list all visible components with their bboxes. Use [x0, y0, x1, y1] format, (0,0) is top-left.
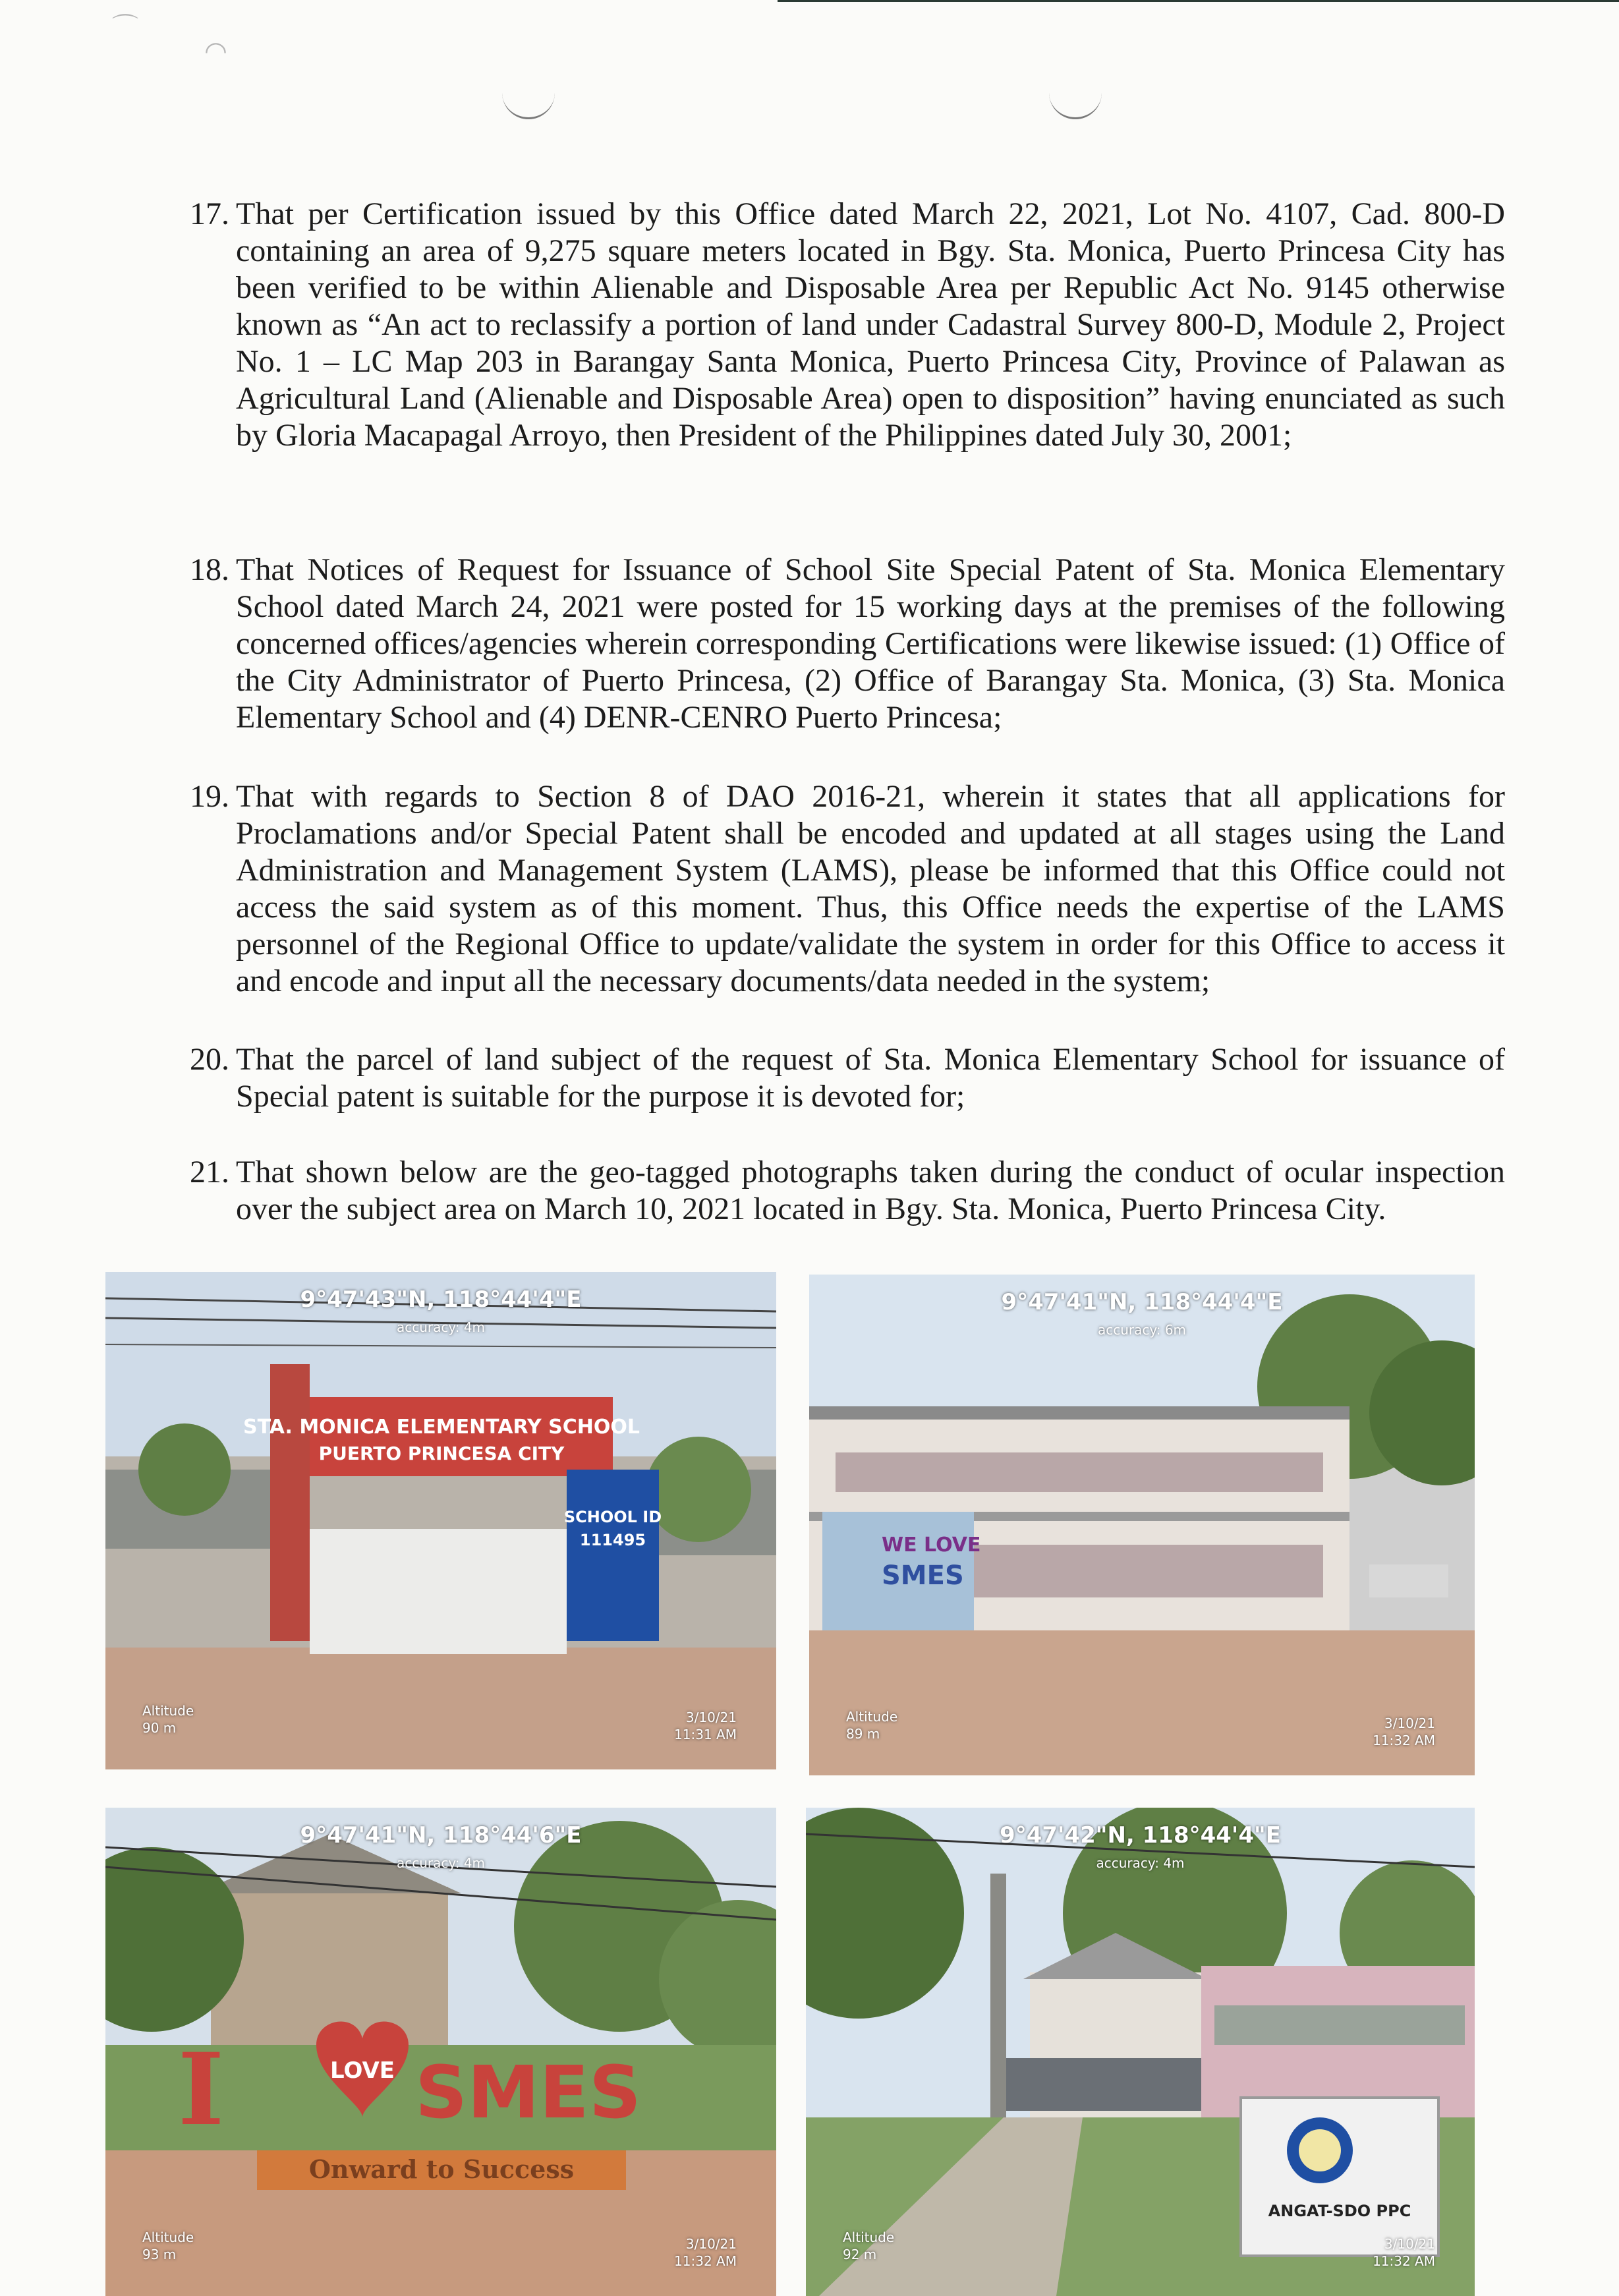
- gps-coordinates: 9°47'41"N, 118°44'6"E: [300, 1822, 582, 1849]
- photo-school-building-illustration: [809, 1275, 1475, 1775]
- paragraph-18: [173, 552, 1505, 736]
- punch-hole-mark: [502, 86, 555, 119]
- gps-coordinates: 9°47'43"N, 118°44'4"E: [300, 1286, 582, 1313]
- photo-date: 3/10/21: [1384, 2236, 1435, 2252]
- paragraph-text: That shown below are the geo-tagged photographs taken during the conduct of ocular inspection over the subject area on March 10, 2021 located in Bgy. Sta. Monica, Puerto Princesa City.: [236, 1155, 1505, 1226]
- altitude-readout: [843, 2229, 894, 2263]
- photo-school-gate-illustration: [105, 1272, 776, 1769]
- altitude-value: 89 m: [846, 1726, 880, 1742]
- school-sign-line2: PUERTO PRINCESA CITY: [318, 1443, 565, 1464]
- photo-date: 3/10/21: [685, 2236, 737, 2252]
- top-border-line: [778, 0, 1619, 2]
- timestamp: [1373, 2235, 1435, 2270]
- altitude-value: 90 m: [142, 1720, 177, 1736]
- paragraph-number: 19.: [190, 779, 229, 814]
- photo-time: 11:32 AM: [1373, 2253, 1435, 2269]
- paragraph-number: 18.: [190, 552, 229, 587]
- onward-to-success-text: Onward to Success: [308, 2154, 575, 2184]
- heart-love-text: LOVE: [330, 2057, 395, 2084]
- timestamp: [674, 2235, 737, 2270]
- altitude-label: Altitude: [846, 1709, 898, 1725]
- gps-accuracy: accuracy: 4m: [1096, 1855, 1185, 1871]
- gps-accuracy: accuracy: 4m: [396, 1319, 486, 1335]
- geotagged-photo-i-love-smes-sign: [105, 1808, 776, 2296]
- paragraph-number: 17.: [190, 196, 229, 231]
- gps-coordinates: 9°47'42"N, 118°44'4"E: [1000, 1822, 1281, 1849]
- paragraph-19: [173, 778, 1505, 1000]
- paragraph-number: 20.: [190, 1042, 229, 1077]
- altitude-value: 92 m: [843, 2247, 877, 2262]
- punch-hole-mark: [1049, 86, 1102, 119]
- school-id-number: 111495: [579, 1531, 646, 1549]
- timestamp: [1373, 1715, 1435, 1749]
- geotagged-photo-pathway-marker: [806, 1808, 1475, 2296]
- school-id-label: SCHOOL ID: [563, 1508, 662, 1526]
- geotagged-photo-school-gate: [105, 1272, 776, 1769]
- gps-accuracy: accuracy: 6m: [1097, 1322, 1187, 1338]
- school-sign-line1: STA. MONICA ELEMENTARY SCHOOL: [242, 1416, 640, 1439]
- altitude-readout: [846, 1708, 897, 1742]
- mural-logo: SMES: [882, 1561, 964, 1591]
- photo-date: 3/10/21: [1384, 1715, 1435, 1731]
- paragraph-20: [173, 1041, 1505, 1115]
- altitude-readout: [142, 1702, 194, 1736]
- paragraph-text: That with regards to Section 8 of DAO 2016-21, wherein it states that all applications for Proclamations and/or Special Patent shall be encoded and updated at all stages using the Land Administration and Management System (LAMS), please be informed that this Office could not access the said system as of this moment. Thus, this Office needs the expertise of the LAMS personnel of the Regional Office to update/validate the system in order for this Office to access it and encode and input all the necessary documents/data needed in the system;: [236, 779, 1505, 998]
- geotagged-photo-school-building: [809, 1275, 1475, 1775]
- mural-text: WE LOVE: [882, 1534, 981, 1557]
- paragraph-text: That Notices of Request for Issuance of School Site Special Patent of Sta. Monica Elementary School dated March 24, 2021 were posted for 15 working days at the premises of the following concerned offices/agencies wherein corresponding Certifications were likewise issued: (1) Office of the City Administrator of Puerto Princesa, (2) Office of Barangay Sta. Monica, (3) Sta. Monica Elementary School and (4) DENR-CENRO Puerto Princesa;: [236, 552, 1505, 735]
- gps-accuracy: accuracy: 4m: [396, 1855, 486, 1871]
- letters-smes: SMES: [415, 2050, 642, 2135]
- gps-coordinates: 9°47'41"N, 118°44'4"E: [1001, 1289, 1283, 1315]
- paragraph-21: [173, 1154, 1505, 1228]
- photo-time: 11:31 AM: [674, 1727, 737, 1742]
- photo-date: 3/10/21: [685, 1709, 737, 1725]
- altitude-readout: [142, 2229, 194, 2263]
- altitude-value: 93 m: [142, 2247, 177, 2262]
- photo-time: 11:32 AM: [674, 2253, 737, 2269]
- timestamp: [674, 1709, 737, 1743]
- scan-mark: ⌒: [112, 13, 138, 43]
- scan-mark: ◠: [204, 36, 227, 67]
- letters-i: I: [178, 2032, 225, 2148]
- altitude-label: Altitude: [142, 1703, 194, 1719]
- paragraph-text: That per Certification issued by this Office dated March 22, 2021, Lot No. 4107, Cad. 800-D containing an area of 9,275 square meters located in Bgy. Sta. Monica, Puerto Princesa City has been verified to be within Alienable and Disposable Area per Republic Act No. 9145 otherwise known as “An act to reclassify a portion of land under Cadastral Survey 800-D, Module 2, Project No. 1 – LC Map 203 in Barangay Santa Monica, Puerto Princesa City, Province of Palawan as Agricultural Land (Alienable and Disposable Area) open to disposition” having enunciated as such by Gloria Macapagal Arroyo, then President of the Philippines dated July 30, 2001;: [236, 196, 1505, 453]
- paragraph-17: [173, 196, 1505, 454]
- altitude-label: Altitude: [142, 2229, 194, 2245]
- photo-i-love-smes-illustration: [105, 1808, 776, 2296]
- paragraph-text: That the parcel of land subject of the request of Sta. Monica Elementary School for issuance of Special patent is suitable for the purpose it is devoted for;: [236, 1042, 1505, 1114]
- photo-time: 11:32 AM: [1373, 1733, 1435, 1748]
- photo-pathway-marker-illustration: [806, 1808, 1475, 2296]
- marker-text: ANGAT-SDO PPC: [1268, 2202, 1411, 2220]
- paragraph-number: 21.: [190, 1155, 229, 1190]
- altitude-label: Altitude: [843, 2229, 895, 2245]
